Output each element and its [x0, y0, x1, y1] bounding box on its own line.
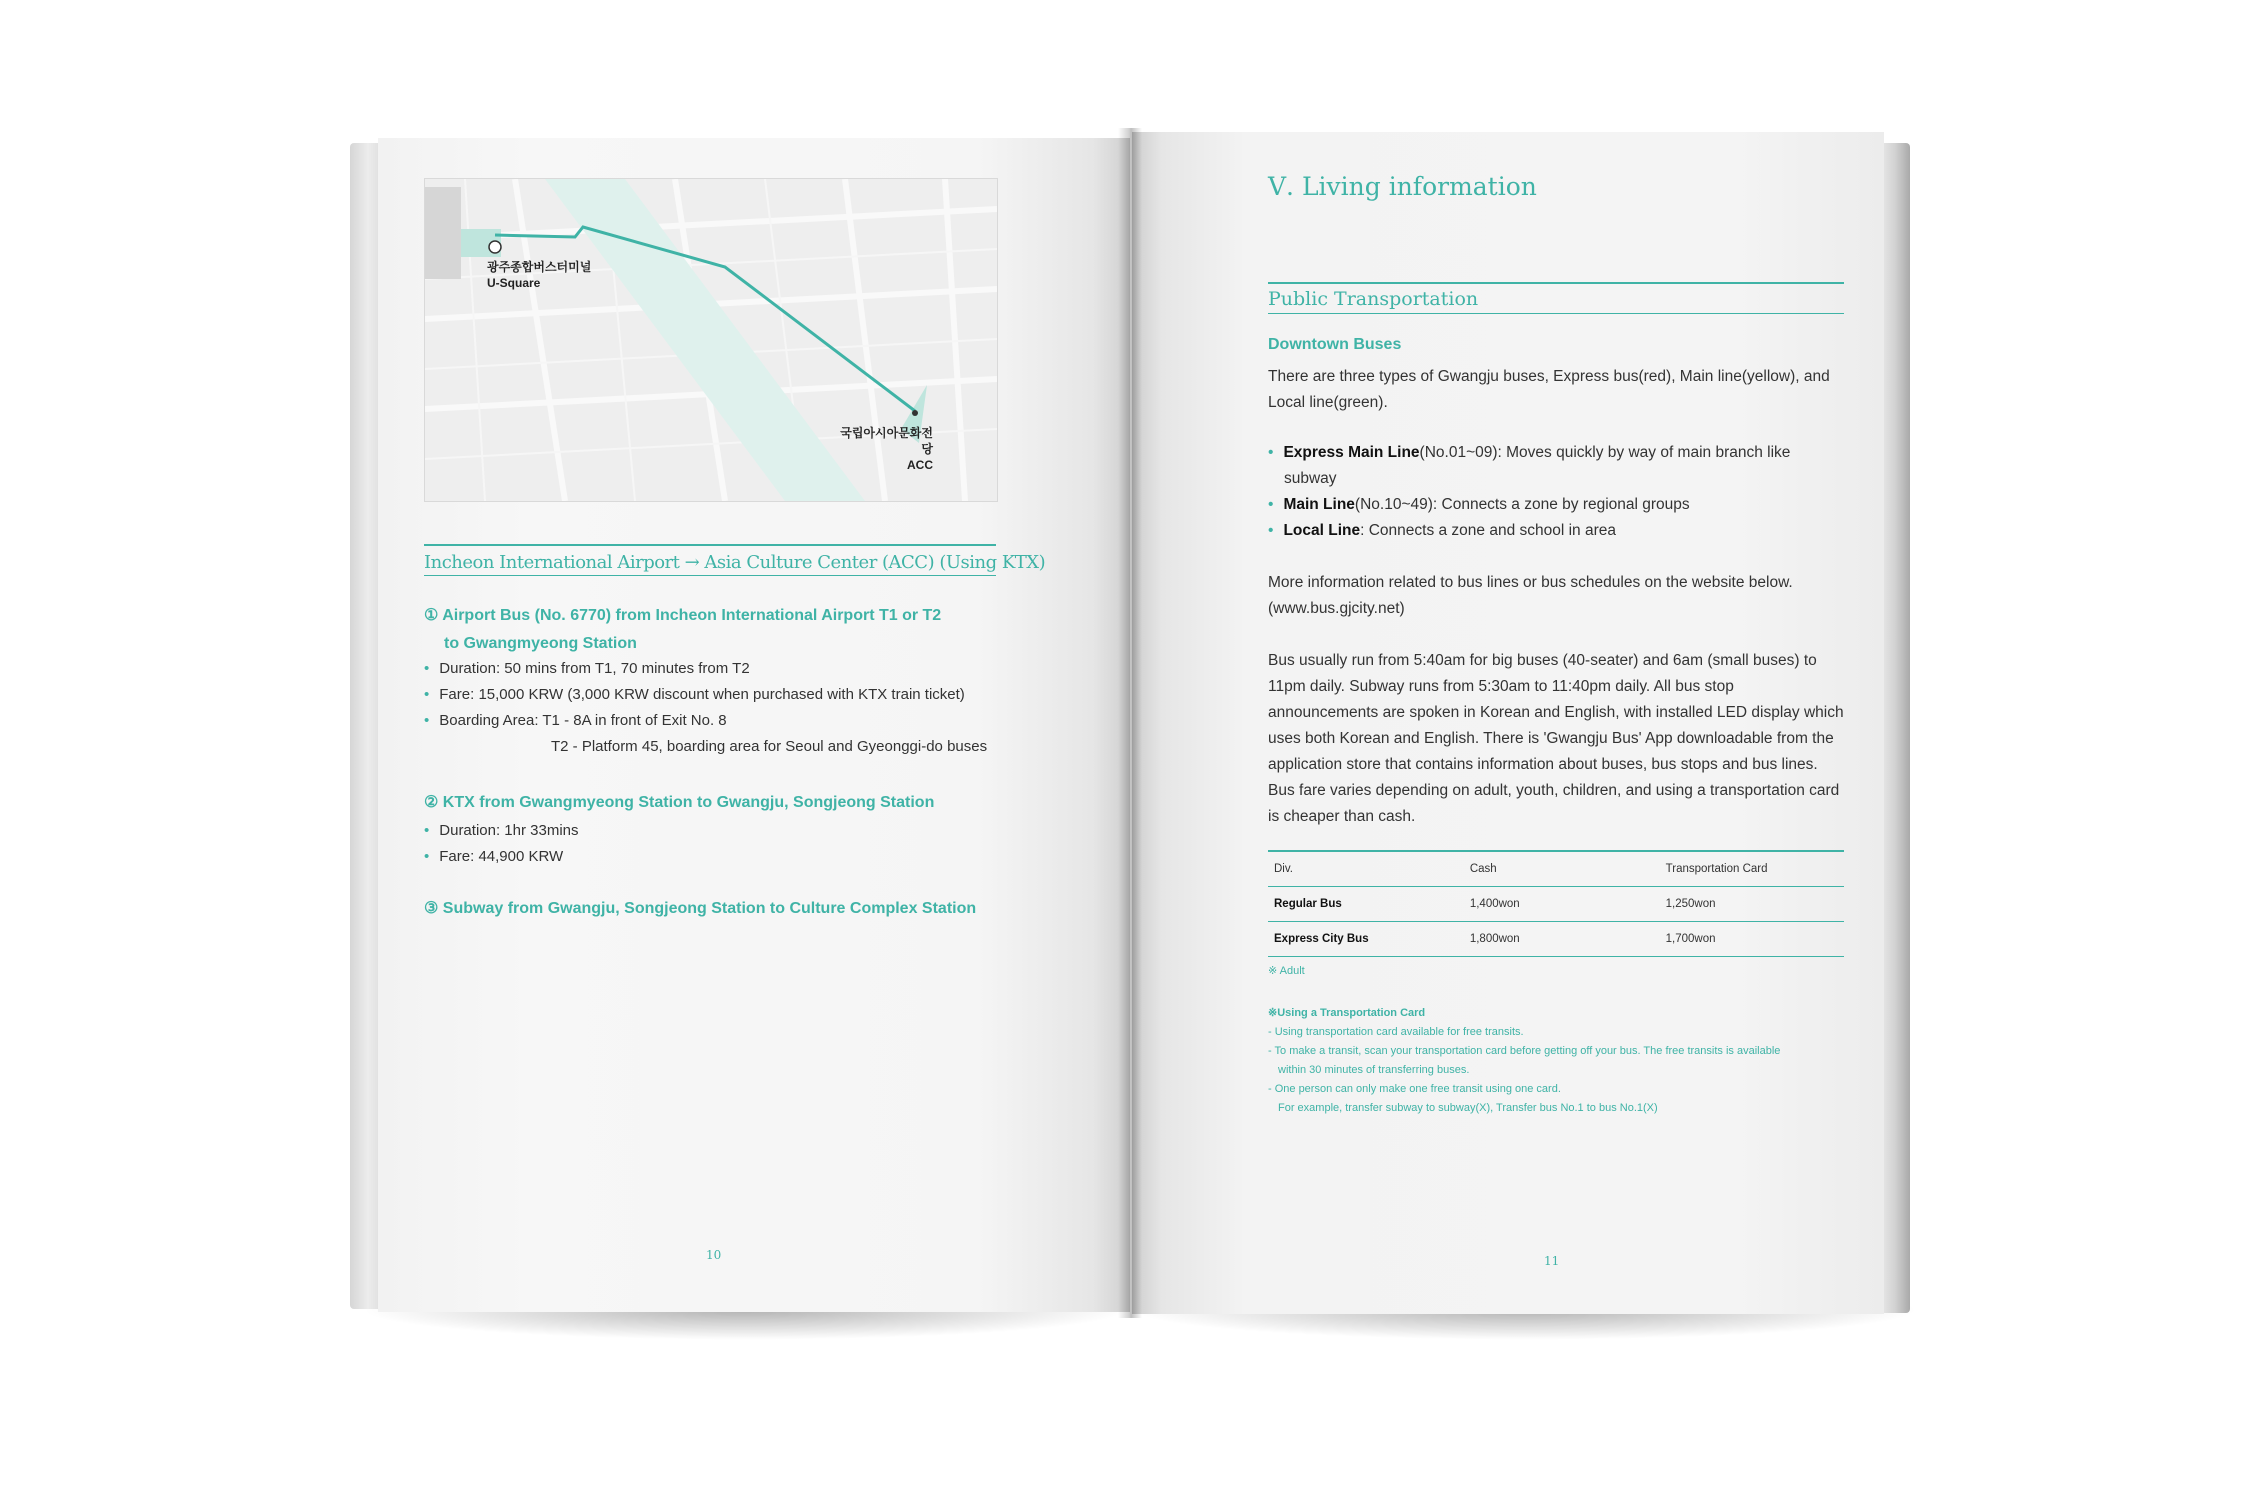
book-spine: [1118, 128, 1142, 1318]
step-2-item-duration: • Duration: 1hr 33mins: [424, 822, 579, 839]
adult-note: ※ Adult: [1268, 965, 1305, 977]
card-note-line: - Using transportation card available for free transits.: [1268, 1026, 1524, 1038]
fare-table-header: [1268, 851, 1844, 887]
route-title: Incheon International Airport → Asia Culture Center (ACC) (Using KTX): [424, 544, 996, 576]
card-note-line: For example, transfer subway to subway(X), Transfer bus No.1 to bus No.1(X): [1278, 1102, 1658, 1114]
fare-cash: 1,400won: [1464, 887, 1660, 922]
fare-row-label: Regular Bus: [1268, 887, 1464, 922]
intro-paragraph: There are three types of Gwangju buses, Express bus(red), Main line(yellow), and Local line(green).: [1268, 368, 1830, 411]
page-number-right: 11: [1544, 1254, 1560, 1268]
schedule-paragraph: Bus usually run from 5:40am for big buses (40-seater) and 6am (small buses) to 11pm daily. Subway runs from 5:30am to 11:40pm daily. All bus stop announcements are spoken in Korean and English, with installed LED display which uses both Korean and English. There is 'Gwangju Bus' App downloadable from the application store that contains information about buses, bus stops and bus lines. Bus fare varies depending on adult, youth, children, and using a transportation card is cheaper than cash.: [1268, 652, 1844, 825]
subheading-downtown-buses: Downtown Buses: [1268, 336, 1402, 353]
card-notes-heading: ※Using a Transportation Card: [1268, 1007, 1426, 1019]
page-stack-right: [1880, 143, 1910, 1313]
fare-row-label: Express City Bus: [1268, 922, 1464, 957]
table-row: [1268, 922, 1844, 957]
step-3-heading: ③ Subway from Gwangju, Songjeong Station to Culture Complex Station: [424, 900, 977, 917]
step-2-heading: ② KTX from Gwangmyeong Station to Gwangju, Songjeong Station: [424, 794, 935, 811]
step-1-item-fare: • Fare: 15,000 KRW (3,000 KRW discount when purchased with KTX train ticket): [424, 686, 965, 703]
fare-card: 1,250won: [1660, 887, 1844, 922]
transportation-card-notes: [1268, 1004, 1858, 1118]
route-map: [424, 178, 998, 502]
section-title: Public Transportation: [1268, 282, 1844, 314]
page-number-left: 10: [706, 1248, 722, 1262]
fare-header-div: Div.: [1268, 851, 1464, 887]
step-2-item-fare: • Fare: 44,900 KRW: [424, 848, 564, 865]
page-stack-left: [350, 143, 380, 1309]
step-1-item-duration: • Duration: 50 mins from T1, 70 minutes from T2: [424, 660, 750, 677]
step-1-heading: ① Airport Bus (No. 6770) from Incheon International Airport T1 or T2 to Gwangmyeong Station: [424, 607, 942, 652]
step-1-boarding-t2: T2 - Platform 45, boarding area for Seoul and Gyeonggi-do buses: [551, 738, 988, 755]
step-1-item-boarding: • Boarding Area: T1 - 8A in front of Exit No. 8: [424, 712, 727, 729]
table-row: [1268, 887, 1844, 922]
fare-cash: 1,800won: [1464, 922, 1660, 957]
card-note-line: - To make a transit, scan your transportation card before getting off your bus. The free transits is available: [1268, 1045, 1781, 1057]
card-note-line: within 30 minutes of transferring buses.: [1278, 1064, 1470, 1076]
left-page: [378, 138, 1130, 1312]
bus-type-express: • Express Main Line(No.01~09): Moves quickly by way of main branch like subway: [1268, 444, 1791, 487]
bus-type-local: • Local Line: Connects a zone and school in area: [1268, 522, 1617, 539]
fare-header-cash: Cash: [1464, 851, 1660, 887]
fare-card: 1,700won: [1660, 922, 1844, 957]
more-info-paragraph: More information related to bus lines or bus schedules on the website below. (www.bus.gjcity.net): [1268, 574, 1793, 617]
origin-label: 광주종합버스터미널 U-Square: [487, 260, 592, 290]
chapter-title: Ⅴ. Living information: [1268, 172, 1537, 201]
card-note-line: - One person can only make one free transit using one card.: [1268, 1083, 1561, 1095]
fare-header-card: Transportation Card: [1660, 851, 1844, 887]
bus-type-main: • Main Line(No.10~49): Connects a zone by regional groups: [1268, 496, 1690, 513]
destination-label: 국립아시아문화전당 ACC: [840, 426, 933, 472]
fare-table: [1268, 850, 1844, 957]
right-page: [1132, 132, 1884, 1314]
